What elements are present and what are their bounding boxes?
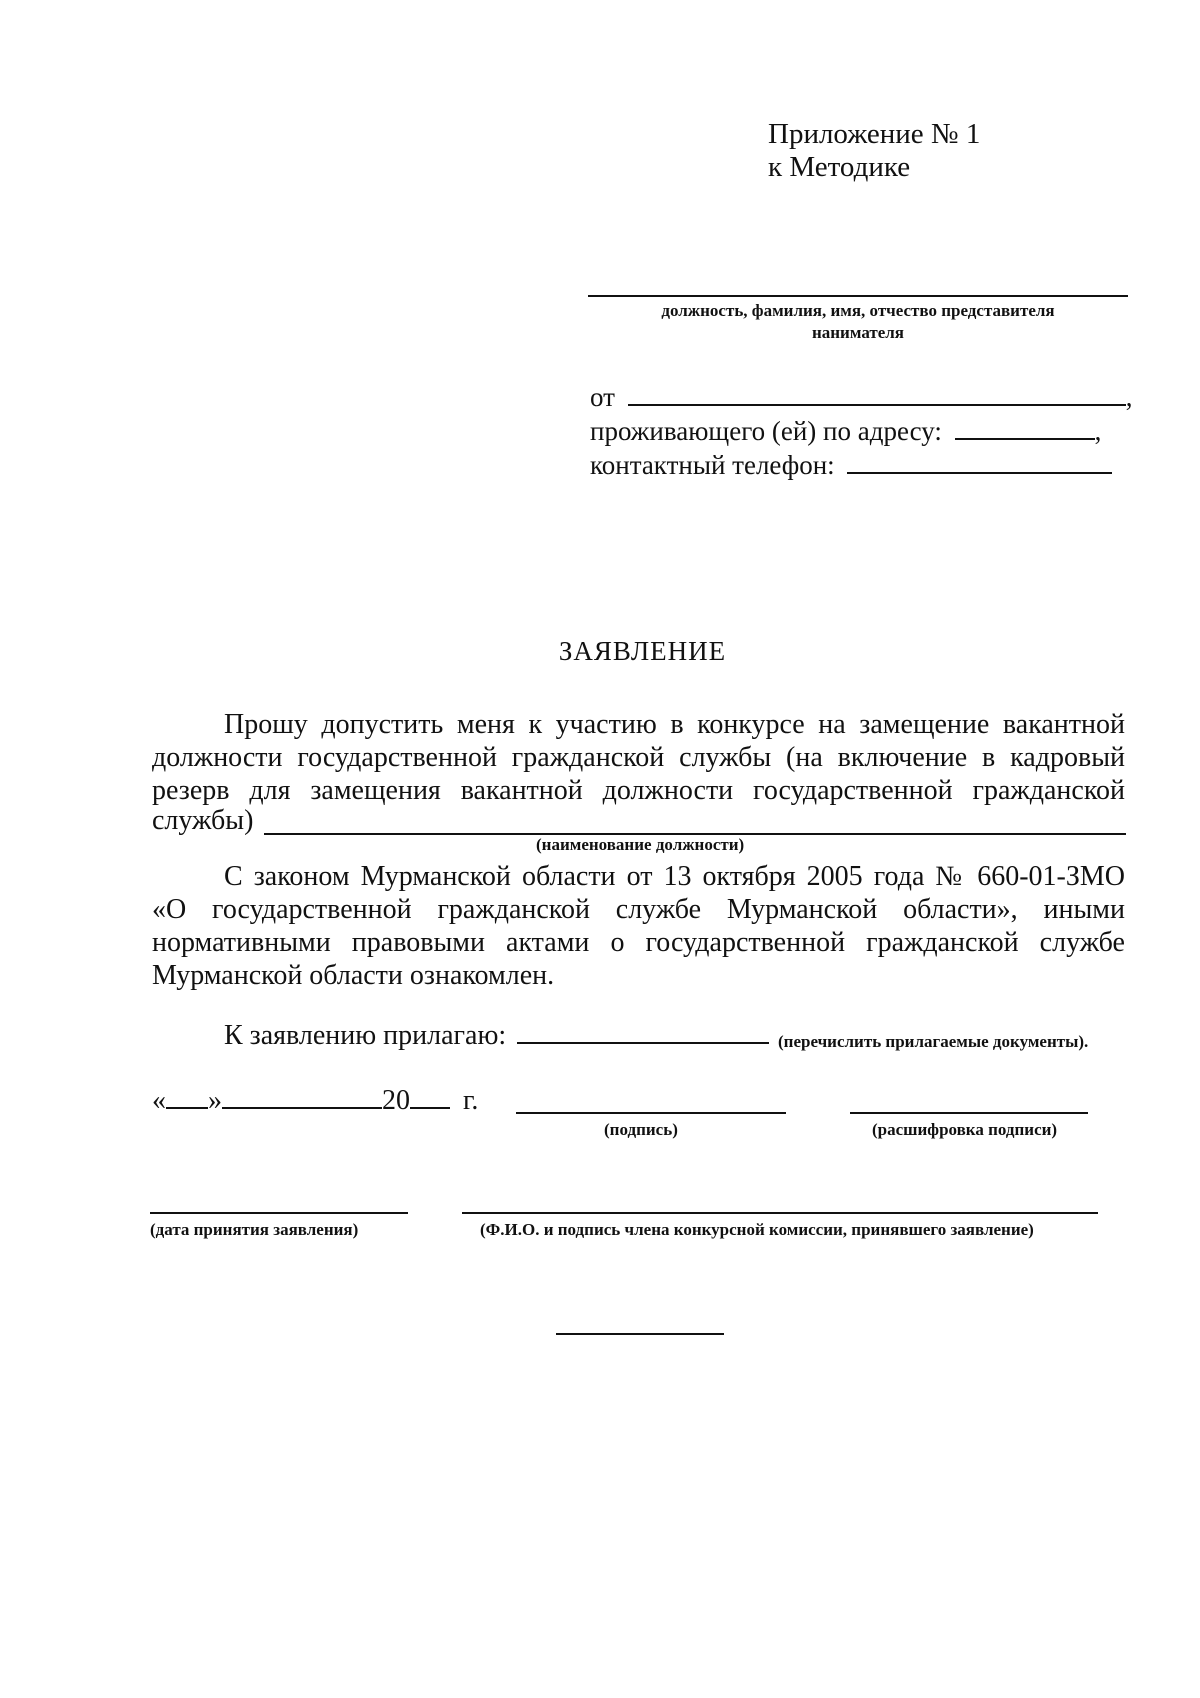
employer-caption-line-2: нанимателя	[811, 323, 905, 342]
signature-line	[516, 1112, 786, 1114]
from-blank	[628, 382, 1126, 406]
decoding-line	[850, 1112, 1088, 1114]
attachments-label: К заявлению прилагаю:	[224, 1020, 507, 1051]
request-line-2: должности государственной гражданской службы (на включение в кадровый	[152, 742, 1125, 773]
employer-blank-line	[588, 295, 1128, 297]
position-label: службы)	[152, 805, 254, 836]
attachments-caption: (перечислить прилагаемые документы).	[778, 1032, 1089, 1051]
appendix-reference	[768, 118, 980, 184]
day-blank	[166, 1085, 208, 1109]
quote-open: «	[152, 1085, 166, 1116]
acceptance-date-line	[150, 1212, 408, 1214]
address-blank	[955, 416, 1095, 440]
appendix-line-1: Приложение № 1	[768, 118, 981, 150]
law-line-2: «О государственной гражданской службе Мурманской области», иными	[152, 894, 1125, 925]
request-line-1: Прошу допустить меня к участию в конкурсе на замещение вакантной	[224, 709, 1125, 740]
from-field	[590, 382, 1132, 412]
appendix-line-2: к Методике	[768, 151, 911, 183]
from-comma: ,	[1125, 382, 1133, 412]
year-suffix: г.	[463, 1085, 479, 1116]
month-blank	[222, 1085, 382, 1109]
from-label: от	[590, 382, 615, 412]
phone-blank	[847, 450, 1112, 474]
employer-caption	[588, 300, 1128, 344]
signature-caption: (подпись)	[604, 1120, 678, 1139]
position-caption: (наименование должности)	[536, 835, 745, 854]
acceptance-date-caption: (дата принятия заявления)	[150, 1220, 359, 1239]
law-line-1: С законом Мурманской области от 13 октября 2005 года № 660-01-ЗМО	[224, 861, 1125, 892]
commission-caption: (Ф.И.О. и подпись члена конкурсной комиссии, принявшего заявление)	[480, 1220, 1034, 1239]
attachments-blank	[517, 1020, 769, 1044]
year-prefix: 20	[382, 1085, 410, 1116]
document-title: ЗАЯВЛЕНИЕ	[558, 636, 727, 666]
phone-label: контактный телефон:	[590, 450, 835, 480]
law-line-3: нормативными правовыми актами о государственной гражданской службе	[152, 927, 1125, 958]
law-line-4: Мурманской области ознакомлен.	[152, 960, 555, 991]
request-line-4	[152, 806, 253, 836]
year-blank	[410, 1085, 450, 1109]
quote-close: »	[208, 1085, 222, 1116]
end-separator	[556, 1333, 724, 1335]
address-comma: ,	[1094, 416, 1102, 446]
request-line-3: резерв для замещения вакантной должности государственной гражданской	[152, 775, 1125, 806]
employer-caption-line-1: должность, фамилия, имя, отчество представителя	[661, 301, 1055, 320]
address-label: проживающего (ей) по адресу:	[590, 416, 942, 446]
date-row	[152, 1085, 478, 1117]
address-field	[590, 416, 1101, 446]
decoding-caption: (расшифровка подписи)	[872, 1120, 1058, 1139]
attachments-row	[224, 1020, 769, 1051]
phone-field	[590, 450, 1112, 480]
commission-line	[462, 1212, 1098, 1214]
